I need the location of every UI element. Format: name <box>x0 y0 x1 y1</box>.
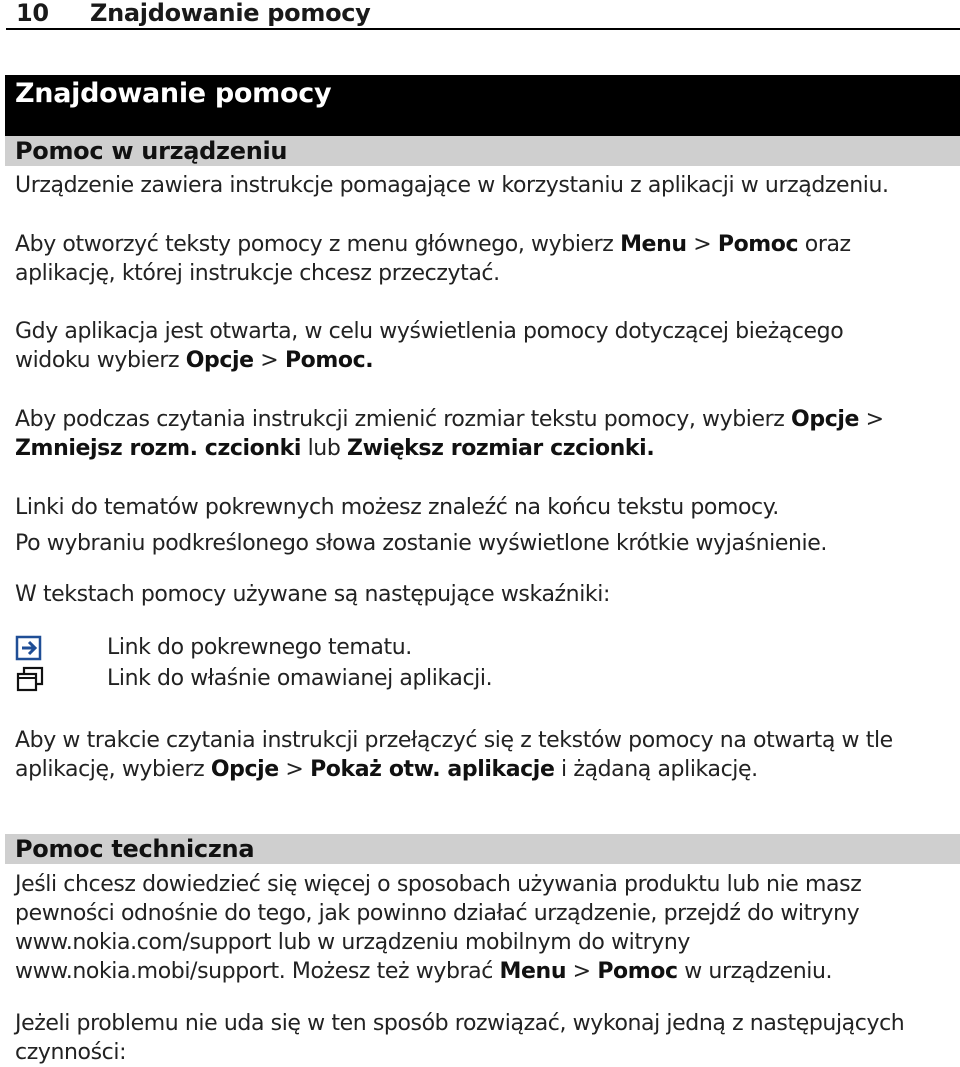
options-command: Opcje <box>185 348 254 373</box>
paragraph-switch-app-line2 <box>15 755 955 784</box>
related-topic-link-icon <box>15 635 45 661</box>
paragraph-indicators <box>15 580 955 609</box>
decrease-font-command: Zmniejsz rozm. czcionki <box>15 436 301 461</box>
text: i żądaną aplikację. <box>554 757 758 782</box>
text: . <box>646 436 655 461</box>
help-command: Pomoc <box>284 348 366 373</box>
paragraph-support-line4 <box>15 957 955 986</box>
menu-command: Menu <box>499 959 567 984</box>
increase-font-command: Zwiększ rozmiar czcionki <box>347 436 647 461</box>
paragraph-font-size <box>15 405 955 434</box>
text: W tekstach pomocy używane są następujące wskaźniki: <box>15 582 610 607</box>
paragraph-app-open <box>15 317 955 346</box>
paragraph-links <box>15 493 955 522</box>
indicator-label: Link do właśnie omawianej aplikacji. <box>107 666 493 691</box>
paragraph-links-line2 <box>15 529 955 558</box>
text: > <box>566 959 598 984</box>
section-heading-support: Pomoc techniczna <box>5 834 960 864</box>
menu-command: Menu <box>620 232 687 257</box>
text: Po wybraniu podkreślonego słowa zostanie wyświetlone krótkie wyjaśnienie. <box>15 531 827 556</box>
paragraph-app-open-line2 <box>15 346 955 375</box>
chapter-title: Znajdowanie pomocy <box>5 75 960 136</box>
text: lub <box>301 436 348 461</box>
paragraph-open-help-line2 <box>15 259 955 288</box>
text: w urządzeniu. <box>677 959 833 984</box>
text: www.nokia.mobi/support. Możesz też wybrać <box>15 959 500 984</box>
options-command: Opcje <box>791 407 860 432</box>
paragraph-open-help <box>15 230 955 259</box>
text: Aby podczas czytania instrukcji zmienić rozmiar tekstu pomocy, wybierz <box>15 407 792 432</box>
text: czynności: <box>15 1040 127 1065</box>
text: www.nokia.com/support lub w urządzeniu mobilnym do witryny <box>15 930 691 955</box>
indicator-row-current-app <box>15 664 915 694</box>
text: oraz <box>798 232 851 257</box>
paragraph-support-line3 <box>15 928 955 957</box>
paragraph-switch-app <box>15 726 955 755</box>
show-open-apps-command: Pokaż otw. aplikacje <box>310 757 555 782</box>
text: Jeśli chcesz dowiedzieć się więcej o sposobach używania produktu lub nie masz <box>15 872 862 897</box>
text: aplikację, wybierz <box>15 757 211 782</box>
help-command: Pomoc <box>717 232 799 257</box>
paragraph-font-size-line2 <box>15 434 955 463</box>
options-command: Opcje <box>210 757 279 782</box>
text: > <box>859 407 884 432</box>
indicator-label: Link do pokrewnego tematu. <box>107 635 412 660</box>
section-heading-device-help: Pomoc w urządzeniu <box>5 136 960 166</box>
text: aplikację, której instrukcje chcesz przeczytać. <box>15 261 500 286</box>
text: Linki do tematów pokrewnych możesz znaleźć na końcu tekstu pomocy. <box>15 495 779 520</box>
paragraph-support <box>15 870 955 899</box>
running-title: Znajdowanie pomocy <box>90 0 371 27</box>
current-app-link-icon <box>15 666 45 692</box>
text: widoku wybierz <box>15 348 186 373</box>
text: > <box>686 232 718 257</box>
page-header <box>6 0 960 30</box>
text: Jeżeli problemu nie uda się w ten sposób rozwiązać, wykonaj jedną z następujących <box>15 1011 905 1036</box>
intro-text: Urządzenie zawiera instrukcje pomagające w korzystaniu z aplikacji w urządzeniu. <box>15 173 889 198</box>
text: > <box>278 757 311 782</box>
text: pewności odnośnie do tego, jak powinno działać urządzenie, przejdź do witryny <box>15 901 860 926</box>
intro-paragraph <box>15 171 955 200</box>
text: . <box>365 348 374 373</box>
text: Aby otworzyć teksty pomocy z menu głównego, wybierz <box>15 232 621 257</box>
page-number: 10 <box>16 0 49 27</box>
paragraph-support-line2 <box>15 899 955 928</box>
text: Gdy aplikacja jest otwarta, w celu wyświetlenia pomocy dotyczącej bieżącego <box>15 319 844 344</box>
text: Aby w trakcie czytania instrukcji przełączyć się z tekstów pomocy na otwartą w tle <box>15 728 893 753</box>
text: > <box>253 348 285 373</box>
paragraph-if-unresolved <box>15 1009 955 1038</box>
indicator-row-related-topic <box>15 633 915 663</box>
help-command: Pomoc <box>597 959 678 984</box>
paragraph-if-unresolved-line2 <box>15 1038 955 1067</box>
